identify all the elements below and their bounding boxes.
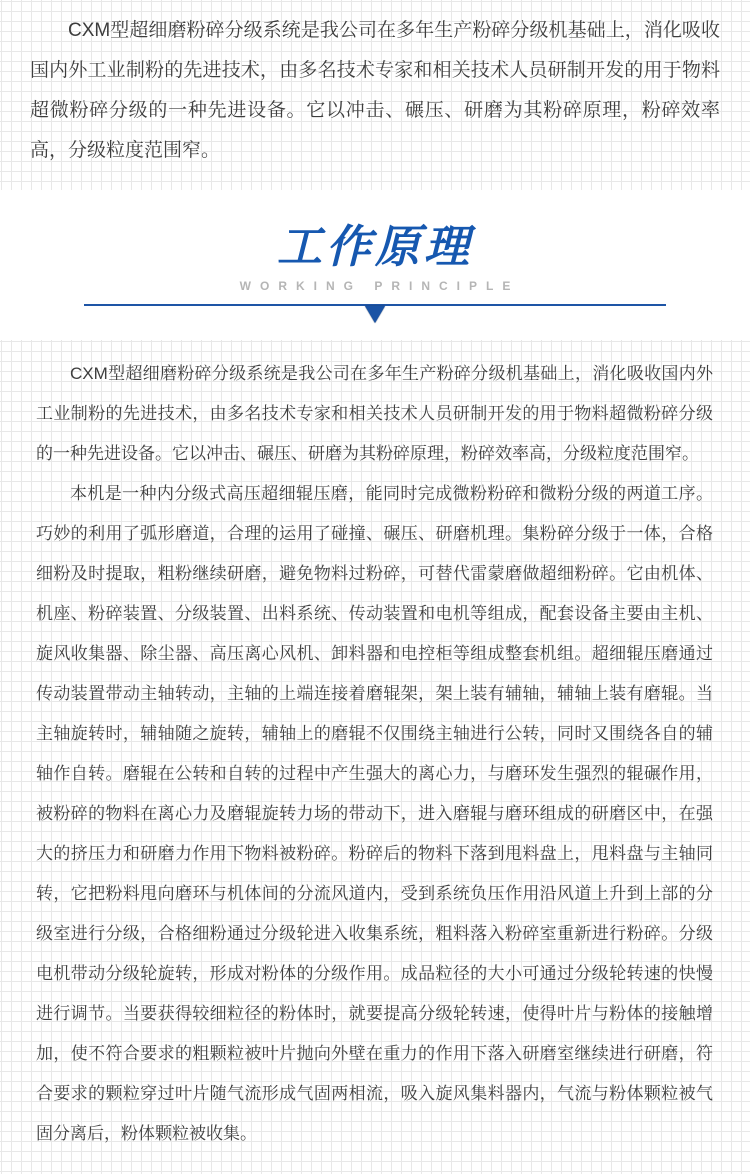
section-title: 工作原理 bbox=[276, 221, 473, 272]
intro-paragraph: CXM型超细磨粉碎分级系统是我公司在多年生产粉碎分级机基础上，消化吸收国内外工业制粉的先进技术，由多名技术专家和相关技术人员研制开发的用于物料超微粉碎分级的一种先进设备。它以冲击、碾压、研磨为其粉碎原理，粉碎效率高，分级粒度范围窄。 bbox=[30, 20, 720, 161]
down-arrow-icon bbox=[365, 306, 385, 323]
header-divider bbox=[84, 304, 666, 324]
principle-section bbox=[0, 340, 750, 1174]
intro-section bbox=[0, 0, 750, 190]
working-principle-header bbox=[0, 190, 750, 340]
principle-paragraph-2: 本机是一种内分级式高压超细辊压磨，能同时完成微粉粉碎和微粉分级的两道工序。巧妙的利用了弧形磨道，合理的运用了碰撞、碾压、研磨机理。集粉碎分级于一体，合格细粉及时提取，粗粉继续研磨，避免物料过粉碎，可替代雷蒙磨做超细粉碎。它由机体、机座、粉碎装置、分级装置、出料系统、传动装置和电机等组成，配套设备主要由主机、旋风收集器、除尘器、高压离心风机、卸料器和电控柜等组成整套机组。超细辊压磨通过传动装置带动主轴转动，主轴的上端连接着磨辊架，架上装有辅轴，辅轴上装有磨辊。当主轴旋转时，辅轴随之旋转，辅轴上的磨辊不仅围绕主轴进行公转，同时又围绕各自的辅轴作自转。磨辊在公转和自转的过程中产生强大的离心力，与磨环发生强烈的辊碾作用，被粉碎的物料在离心力及磨辊旋转力场的带动下，进入磨辊与磨环组成的研磨区中，在强大的挤压力和研磨力作用下物料被粉碎。粉碎后的物料下落到甩料盘上，甩料盘与主轴同转，它把粉料甩向磨环与机体间的分流风道内，受到系统负压作用沿风道上升到上部的分级室进行分级，合格细粉通过分级轮进入收集系统，粗料落入粉碎室重新进行粉碎。分级电机带动分级轮旋转，形成对粉体的分级作用。成品粒径的大小可通过分级轮转速的快慢进行调节。当要获得较细粒径的粉体时，就要提高分级轮转速，使得叶片与粉体的接触增加，使不符合要求的粗颗粒被叶片抛向外壁在重力的作用下落入研磨室继续进行研磨，符合要求的颗粒穿过叶片随气流形成气固两相流，吸入旋风集料器内，气流与粉体颗粒被气固分离后，粉体颗粒被收集。 bbox=[36, 484, 713, 1143]
section-subtitle: WORKING PRINCIPLE bbox=[239, 279, 520, 293]
principle-paragraph-1: CXM型超细磨粉碎分级系统是我公司在多年生产粉碎分级机基础上，消化吸收国内外工业制粉的先进技术，由多名技术专家和相关技术人员研制开发的用于物料超微粉碎分级的一种先进设备。它以冲击、碾压、研磨为其粉碎原理，粉碎效率高，分级粒度范围窄。 bbox=[36, 364, 713, 463]
